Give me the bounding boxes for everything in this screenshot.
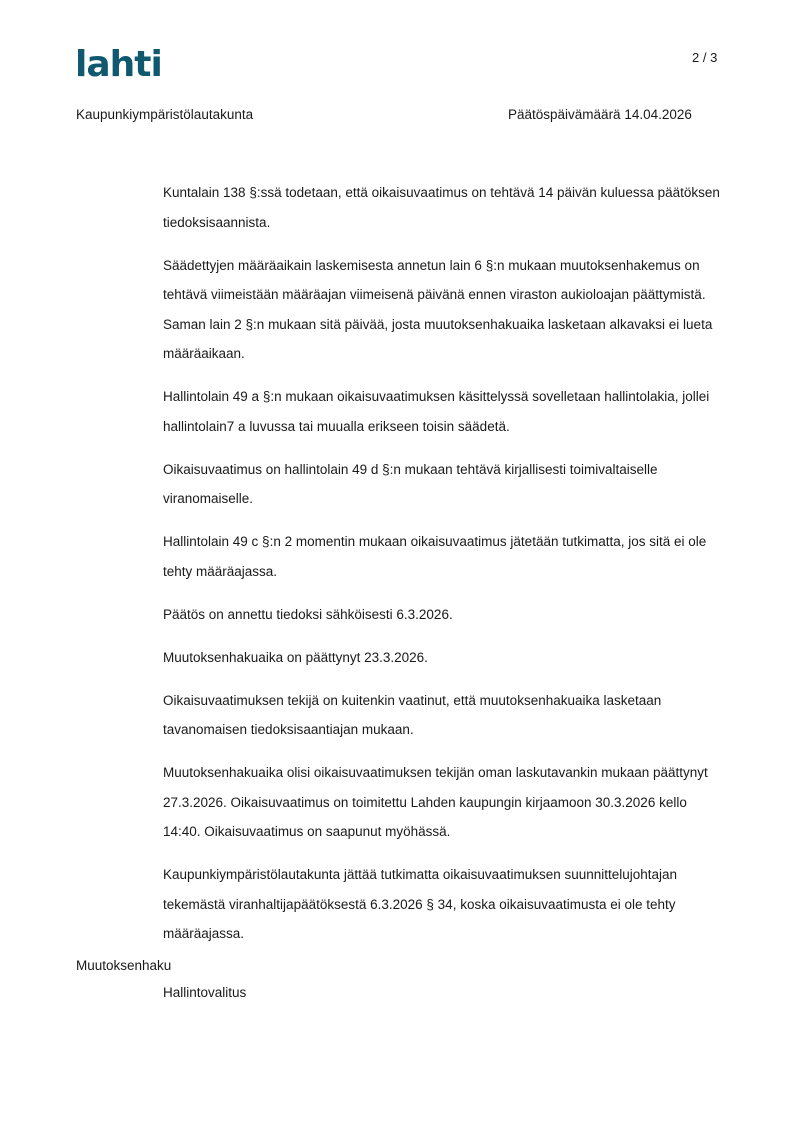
paragraph: Muutoksenhakuaika on päättynyt 23.3.2026. bbox=[163, 649, 428, 665]
appeal-section-value: Hallintovalitus bbox=[163, 985, 247, 1000]
paragraph: Päätös on annettu tiedoksi sähköisesti 6.3.2026. bbox=[163, 606, 453, 622]
paragraph: Oikaisuvaatimuksen tekijä on kuitenkin vaatinut, että muutoksenhakuaika lasketaan tavanomaisen tiedoksisaantiajan mukaan. bbox=[163, 692, 662, 737]
paragraph: Hallintolain 49 c §:n 2 momentin mukaan oikaisuvaatimus jätetään tutkimatta, jos sitä ei ole tehty määräajassa. bbox=[163, 534, 707, 579]
lahti-logo: lahti bbox=[75, 44, 162, 85]
board-name: Kaupunkiympäristölautakunta bbox=[76, 107, 254, 122]
paragraph: Muutoksenhakuaika olisi oikaisuvaatimuksen tekijän oman laskutavankin mukaan päättynyt 27.3.2026. Oikaisuvaatimus on toimitettu Lahden kaupungin kirjaamoon 30.3.2026 kello 14:40. Oikaisuvaatimus on saapunut myöhässä. bbox=[163, 765, 708, 839]
paragraph: Kuntalain 138 §:ssä todetaan, että oikaisuvaatimus on tehtävä 14 päivän kuluessa päätöksen tiedoksisaannista. bbox=[163, 185, 720, 230]
page-number: 2 / 3 bbox=[692, 50, 718, 65]
decision-date: Päätöspäivämäärä 14.04.2026 bbox=[508, 107, 692, 122]
paragraph: Säädettyjen määräaikain laskemisesta annetun lain 6 §:n mukaan muutoksenhakemus on tehtävä viimeistään määräajan viimeisenä päivänä ennen viraston aukioloajan päättymistä. Saman lain 2 §:n mukaan sitä päivää, josta muutoksenhakuaika lasketaan alkavaksi ei lueta määräaikaan. bbox=[163, 257, 713, 361]
paragraph: Oikaisuvaatimus on hallintolain 49 d §:n mukaan tehtävä kirjallisesti toimivaltaiselle viranomaiselle. bbox=[163, 461, 658, 506]
paragraph: Hallintolain 49 a §:n mukaan oikaisuvaatimuksen käsittelyssä sovelletaan hallintolakia, jollei hallintolain7 a luvussa tai muualla erikseen toisin säädetä. bbox=[163, 389, 710, 434]
decision-body bbox=[163, 178, 723, 962]
paragraph: Kaupunkiympäristölautakunta jättää tutkimatta oikaisuvaatimuksen suunnittelujohtajan tekemästä viranhaltijapäätöksestä 6.3.2026 § 34, koska oikaisuvaatimusta ei ole tehty määräajassa. bbox=[163, 867, 678, 941]
appeal-section-label: Muutoksenhaku bbox=[76, 958, 172, 973]
